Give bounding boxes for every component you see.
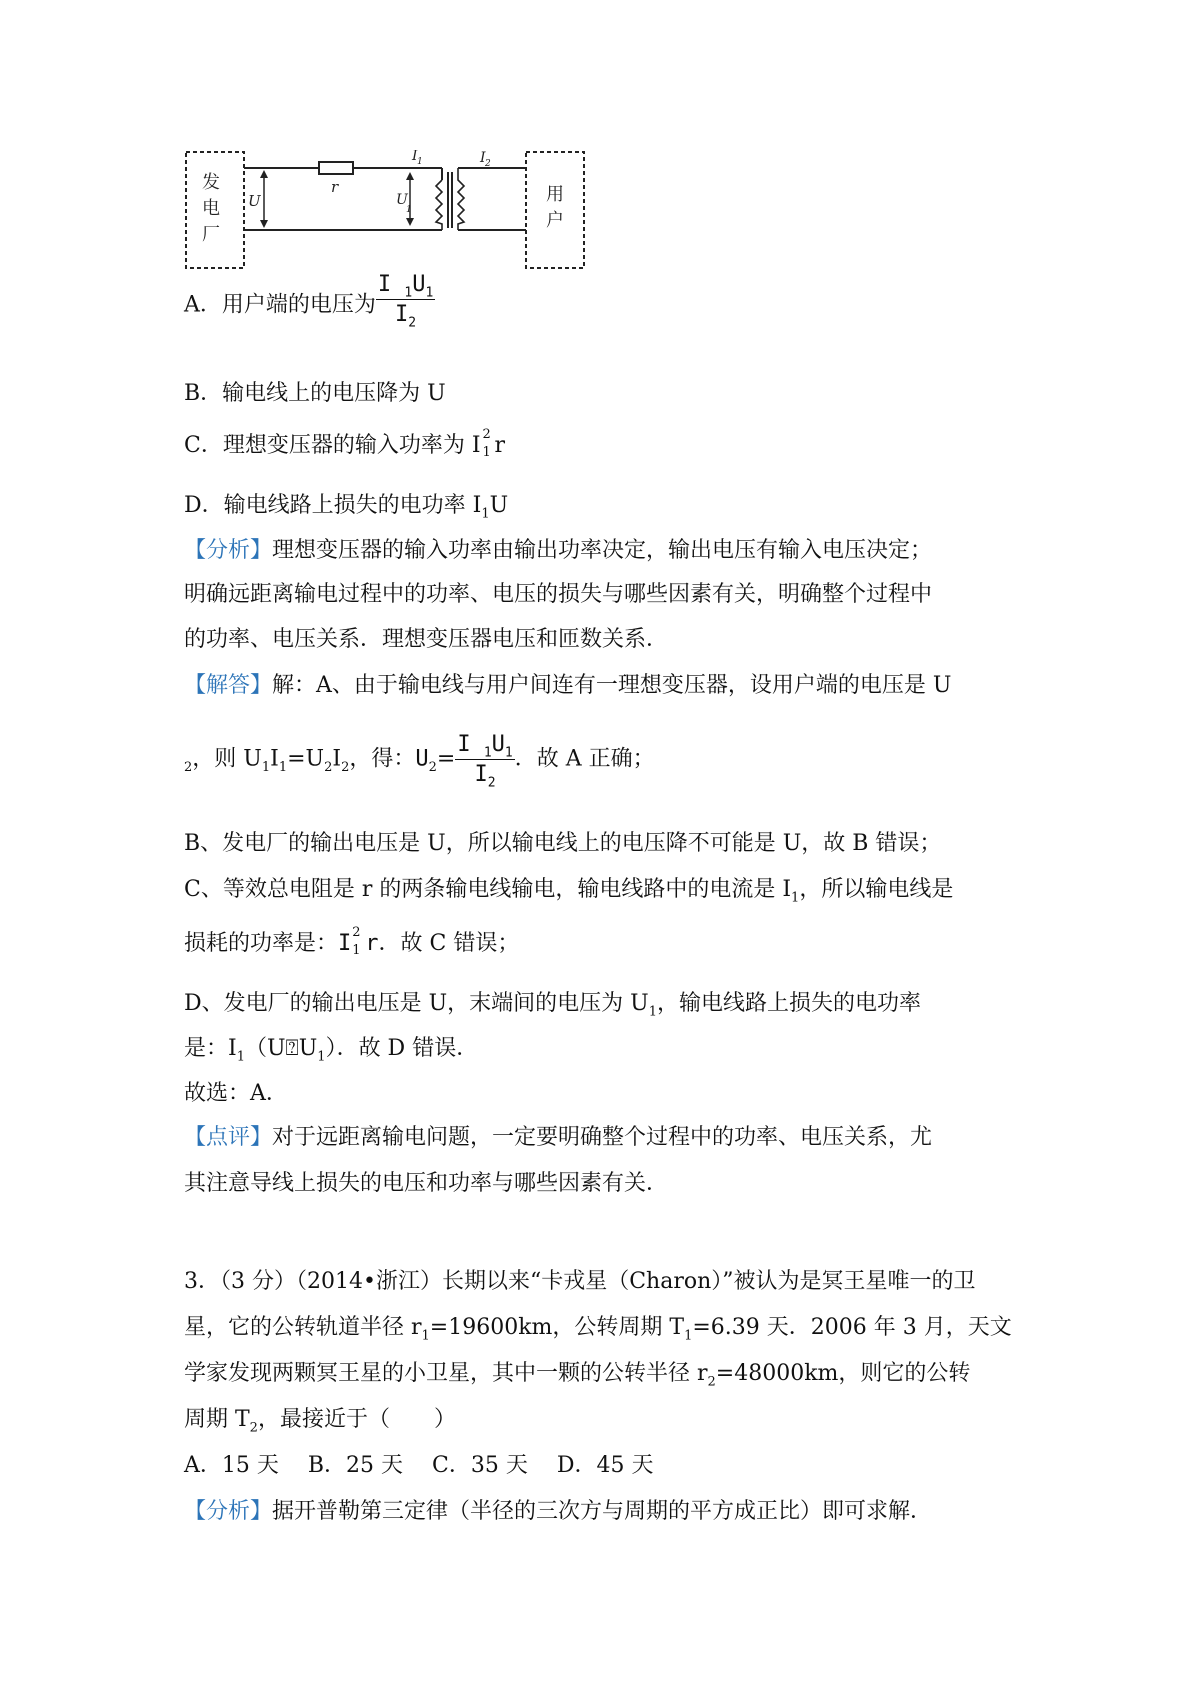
- label-r: r: [331, 178, 339, 196]
- solution-line-1: 【解答】解：A、由于输电线与用户间连有一理想变压器，设用户端的电压是 U: [184, 673, 952, 698]
- solution-d-line-2: 是：$I_1(U⍰U_1)$．故 D 错误．: [184, 1036, 479, 1065]
- unknown-glyph-box: ⍰: [285, 1036, 299, 1061]
- option-a: [184, 272, 435, 333]
- q3-line-2: 星，它的公转轨道半径 $r_1=19600km$，公转周期 $T_1=6.39$ 天．2006 年 3 月，天文: [184, 1315, 1012, 1344]
- solution-b: B、发电厂的输出电压是 U，所以输电线上的电压降不可能是 U，故 B 错误；: [184, 831, 942, 856]
- solution-c-line-2: 损耗的功率是：I 2 1 r．故 C 错误；: [184, 925, 520, 958]
- label-i1-sub: 1: [417, 157, 423, 167]
- resistor-r: [319, 162, 353, 174]
- solution-c-line-1: C、等效总电阻是 r 的两条输电线输电，输电线路中的电流是 $I_1$，所以输电线是: [184, 877, 954, 906]
- option-a-fraction: $\frac{I _1U_1}{I_2}$: [377, 272, 434, 331]
- solution-fraction: $\frac{I _1U_1}{I_2}$: [457, 732, 513, 791]
- solution-line-2: $_2$，则 $U_1I_1=U_2I_2$，得：$U_2=$ $\frac{I _1U_1}{I_2}$ ．故 A 正确；: [184, 732, 655, 791]
- secondary-coil: [458, 168, 464, 230]
- transmission-circuit-diagram: [184, 150, 594, 272]
- q3-line-3: 学家发现两颗冥王星的小卫星，其中一颗的公转半径 $r_2=48000km$，则它的公转: [184, 1361, 971, 1390]
- solution-choice: 故选：A．: [184, 1081, 288, 1106]
- solution-tag: 【解答】: [184, 673, 273, 698]
- primary-coil: [436, 180, 442, 230]
- review-tag: 【点评】: [184, 1125, 273, 1150]
- option-b: B．输电线上的电压降为 U: [184, 381, 446, 406]
- q3-line-1: 3．（3 分）（2014•浙江）长期以来“卡戎星（Charon）”被认为是冥王星唯一的卫: [184, 1269, 976, 1294]
- label-u1-sub: 1: [406, 205, 412, 215]
- review-line-2: 其注意导线上损失的电压和功率与哪些因素有关．: [184, 1171, 669, 1196]
- analysis-1-line-2: 明确远距离输电过程中的功率、电压的损失与哪些因素有关，明确整个过程中: [184, 582, 933, 607]
- plant-char-3: 厂: [202, 224, 220, 245]
- option-c: C．理想变压器的输入功率为 I 2 1 r: [184, 427, 506, 460]
- option-a-text: A．用户端的电压为: [184, 292, 376, 318]
- analysis-3-tag: 【分析】: [184, 1499, 273, 1524]
- analysis-3: 【分析】据开普勒第三定律（半径的三次方与周期的平方成正比）即可求解．: [184, 1499, 933, 1524]
- user-char-2: 户: [546, 210, 564, 231]
- label-u: U: [248, 192, 261, 210]
- solution-d-line-1: D、发电厂的输出电压是 U，末端间的电压为 $U_1$，输电线路上损失的电功率: [184, 991, 922, 1020]
- q3-line-4: 周期 $T_2$，最接近于（ ）: [184, 1407, 456, 1436]
- plant-char-2: 电: [202, 198, 220, 219]
- analysis-1-line-1: 【分析】理想变压器的输入功率由输出功率决定，输出电压有输入电压决定；: [184, 538, 933, 563]
- option-d: D．输电线路上损失的电功率 $I_1U$: [184, 493, 509, 522]
- user-char-1: 用: [546, 184, 564, 205]
- label-i1: I: [412, 150, 418, 164]
- plant-char-1: 发: [202, 172, 220, 193]
- label-i2: I: [480, 150, 486, 166]
- review-line-1: 【点评】对于远距离输电问题，一定要明确整个过程中的功率、电压关系，尤: [184, 1125, 933, 1150]
- q3-options: A．15 天 B．25 天 C．35 天 D．45 天: [184, 1453, 654, 1478]
- analysis-1-line-3: 的功率、电压关系．理想变压器电压和匝数关系．: [184, 627, 669, 652]
- label-i2-sub: 2: [485, 159, 491, 169]
- analysis-tag: 【分析】: [184, 538, 273, 563]
- label-u1: U: [396, 192, 408, 208]
